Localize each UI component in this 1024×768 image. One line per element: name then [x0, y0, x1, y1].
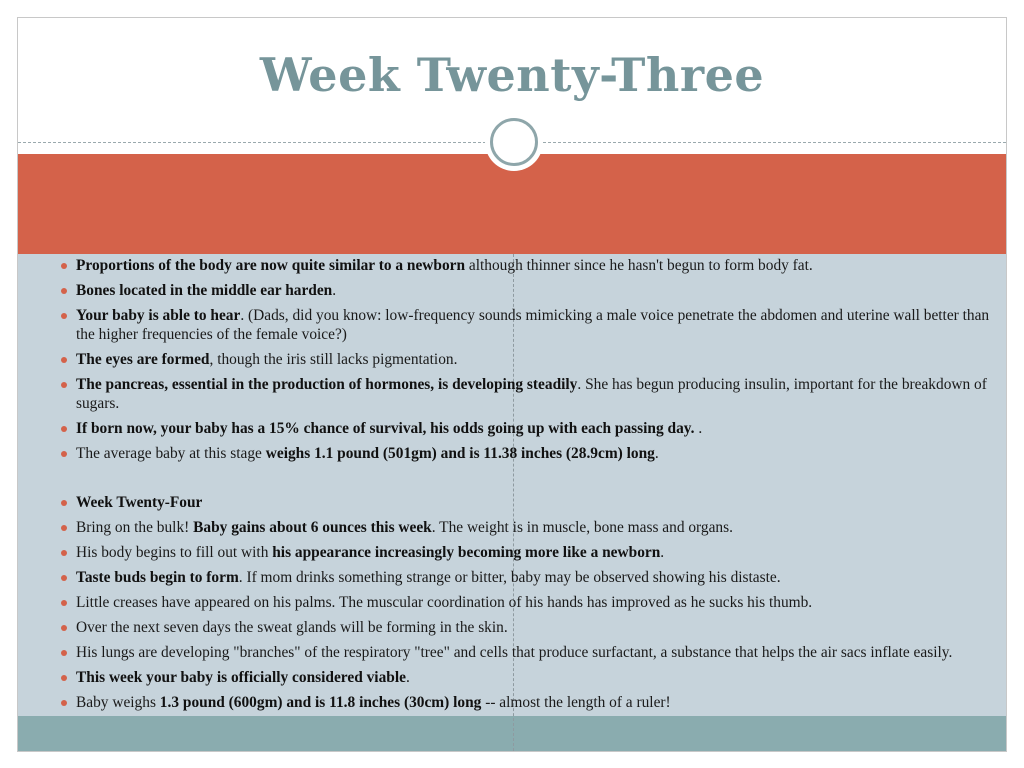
bullet-dot-icon	[61, 625, 67, 631]
item-text: . She has begun producing insulin, important for the breakdown of sugars.	[76, 376, 987, 412]
list-item	[58, 350, 1006, 369]
bold-text: Week Twenty-Four	[76, 494, 203, 511]
item-text: .	[660, 544, 665, 561]
item-text: Little creases have appeared on his palms. The muscular coordination of his hands has improved as he sucks his thumb.	[76, 594, 813, 611]
bullet-dot-icon	[61, 263, 67, 269]
list-item	[58, 518, 1006, 537]
circle-ring	[490, 118, 538, 166]
bullet-dot-icon	[61, 700, 67, 706]
list-item	[58, 306, 1006, 344]
bullet-dot-icon	[61, 675, 67, 681]
list-item	[58, 281, 1006, 300]
item-text: His body begins to fill out with	[76, 544, 273, 561]
bullet-dot-icon	[61, 288, 67, 294]
bullet-dot-icon	[61, 500, 67, 506]
list-item-heading	[58, 493, 1006, 512]
list-item	[58, 256, 1006, 275]
bullet-dot-icon	[61, 550, 67, 556]
bullet-dot-icon	[61, 426, 67, 432]
bold-text: Baby gains about 6 ounces this week	[193, 519, 432, 536]
bold-text: The pancreas, essential in the production of hormones, is developing steadily	[76, 376, 578, 393]
bold-text: Your baby is able to hear	[76, 307, 241, 324]
list-item	[58, 643, 1006, 662]
bullet-dot-icon	[61, 313, 67, 319]
item-text: , though the iris still lacks pigmentation.	[209, 351, 458, 368]
list-item	[58, 419, 1006, 438]
bold-text: If born now, your baby has a 15% chance of survival, his odds going up with each passing day.	[76, 420, 695, 437]
item-text: . If mom drinks something strange or bitter, baby may be observed showing his distaste.	[238, 569, 781, 586]
circle-ornament	[485, 113, 543, 171]
item-text: .	[654, 445, 659, 462]
list-item	[58, 593, 1006, 612]
bullet-dot-icon	[61, 382, 67, 388]
bold-text: Proportions of the body are now quite similar to a newborn	[76, 257, 466, 274]
bullet-dot-icon	[61, 357, 67, 363]
bold-text: weighs 1.1 pound (501gm) and is 11.38 inches (28.9cm) long	[265, 445, 655, 462]
item-text: -- almost the length of a ruler!	[481, 694, 671, 711]
slide-frame	[17, 17, 1007, 752]
list-item	[58, 444, 1006, 463]
bullet-dot-icon	[61, 650, 67, 656]
bold-text: Bones located in the middle ear harden	[76, 282, 333, 299]
item-text: .	[694, 420, 703, 437]
bullet-dot-icon	[61, 575, 67, 581]
bold-text: his appearance increasingly becoming more like a newborn	[272, 544, 661, 561]
item-text: . The weight is in muscle, bone mass and organs.	[431, 519, 733, 536]
item-text: Baby weighs	[76, 694, 160, 711]
item-text: The average baby at this stage	[76, 445, 266, 462]
bold-text: The eyes are formed	[76, 351, 210, 368]
item-text: .	[405, 669, 410, 686]
bold-text: Taste buds begin to form	[76, 569, 239, 586]
item-text: . (Dads, did you know: low-frequency sounds mimicking a male voice penetrate the abdomen and uterine wall better than the higher frequencies of the female voice?)	[76, 307, 990, 343]
item-text: Over the next seven days the sweat glands will be forming in the skin.	[76, 619, 508, 636]
list-item	[58, 668, 1006, 687]
slide-title: Week Twenty-Three	[259, 48, 765, 102]
bold-text: 1.3 pound (600gm) and is 11.8 inches (30cm) long	[159, 694, 482, 711]
bullet-dot-icon	[61, 525, 67, 531]
list-item	[58, 375, 1006, 413]
item-text: .	[332, 282, 337, 299]
item-text: His lungs are developing "branches" of the respiratory "tree" and cells that produce surfactant, a substance that helps the air sacs inflate easily.	[76, 644, 953, 661]
bullet-list-container	[58, 256, 1006, 718]
bullet-dot-icon	[61, 600, 67, 606]
list-item	[58, 618, 1006, 637]
list-item	[58, 543, 1006, 562]
list-item	[58, 693, 1006, 712]
bottom-band	[18, 716, 1006, 751]
bold-text: This week your baby is officially considered viable	[76, 669, 406, 686]
bullet-list	[58, 256, 1006, 712]
item-text: although thinner since he hasn't begun to form body fat.	[465, 257, 813, 274]
bullet-dot-icon	[61, 451, 67, 457]
list-item	[58, 568, 1006, 587]
item-text: Bring on the bulk!	[76, 519, 194, 536]
